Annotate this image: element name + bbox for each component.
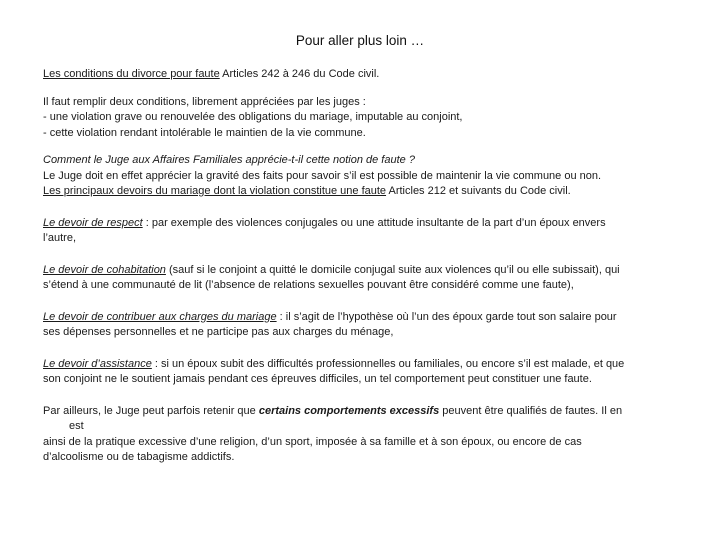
assistance-line-1 <box>43 357 683 373</box>
outro-line-1 <box>43 404 683 420</box>
outro-text-1a: Par ailleurs, le Juge peut parfois retenir que <box>43 404 259 417</box>
charges-paragraph <box>43 310 683 341</box>
intro-ref: Articles 242 à 246 du Code civil. <box>219 68 380 80</box>
document-body <box>43 67 683 466</box>
respect-term: Le devoir de respect <box>43 216 143 229</box>
outro-line-2: est <box>69 420 84 432</box>
respect-line-1 <box>43 216 683 232</box>
outro-emphasis: certains comportements excessifs <box>258 404 440 417</box>
question-line-3 <box>43 184 683 200</box>
intro-line <box>43 67 683 83</box>
page-title: Pour aller plus loin … <box>295 33 425 48</box>
respect-text-1: : par exemple des violences conjugales ou une attitude insultante de la part d’un époux envers <box>142 216 606 229</box>
intro-paragraph <box>43 67 683 83</box>
cohabitation-paragraph <box>43 263 683 294</box>
respect-paragraph <box>43 216 683 247</box>
outro-paragraph <box>43 404 683 466</box>
cohabitation-text-1: (sauf si le conjoint a quitté le domicile conjugal suite aux violences qu’il ou elle subissait), qui <box>165 263 620 276</box>
charges-line-1 <box>43 310 683 326</box>
outro-text-1b: peuvent être qualifiés de fautes. Il en <box>439 404 623 417</box>
conditions-line-2: - une violation grave ou renouvelée des obligations du mariage, imputable au conjoint, <box>43 111 463 123</box>
outro-line-4: d’alcoolisme ou de tabagisme addictifs. <box>43 451 235 463</box>
conditions-line-3: - cette violation rendant intolérable le maintien de la vie commune. <box>43 126 366 139</box>
conditions-paragraph <box>43 95 683 142</box>
question-heading: Comment le Juge aux Affaires Familiales apprécie-t-il cette notion de faute ? <box>43 154 415 166</box>
assistance-paragraph <box>43 357 683 388</box>
duties-lead: Les principaux devoirs du mariage dont la violation constitue une faute <box>43 185 387 197</box>
cohabitation-line-2: s’étend à une communauté de lit (l’absence de relations sexuelles pouvant être considéré comme une faute), <box>43 279 574 291</box>
question-paragraph <box>43 153 683 200</box>
charges-line-2: ses dépenses personnelles et ne participe pas aux charges du ménage, <box>43 326 394 338</box>
conditions-line-1: Il faut remplir deux conditions, librement appréciées par les juges : <box>43 95 366 108</box>
cohabitation-term: Le devoir de cohabitation <box>43 263 166 276</box>
charges-term: Le devoir de contribuer aux charges du mariage <box>43 310 277 323</box>
cohabitation-line-1 <box>43 263 683 279</box>
charges-text-1: : il s’agit de l’hypothèse où l’un des époux garde tout son salaire pour <box>276 310 617 323</box>
outro-line-3: ainsi de la pratique excessive d’une religion, d’un sport, imposée à sa famille et à son époux, ou encore de cas <box>43 435 582 448</box>
assistance-line-2: son conjoint ne le soutient jamais pendant ces épreuves difficiles, un tel comportement peut constituer une faute. <box>43 373 592 385</box>
assistance-text-1: : si un époux subit des difficultés professionnelles ou familiales, ou encore s’il est malade, et que <box>151 357 625 370</box>
respect-line-2: l’autre, <box>43 232 77 244</box>
assistance-term: Le devoir d’assistance <box>43 357 152 370</box>
intro-lead: Les conditions du divorce pour faute <box>43 68 220 80</box>
duties-ref: Articles 212 et suivants du Code civil. <box>386 185 571 197</box>
question-line-2: Le Juge doit en effet apprécier la gravité des faits pour savoir s’il est possible de maintenir la vie commune ou non. <box>43 169 602 182</box>
